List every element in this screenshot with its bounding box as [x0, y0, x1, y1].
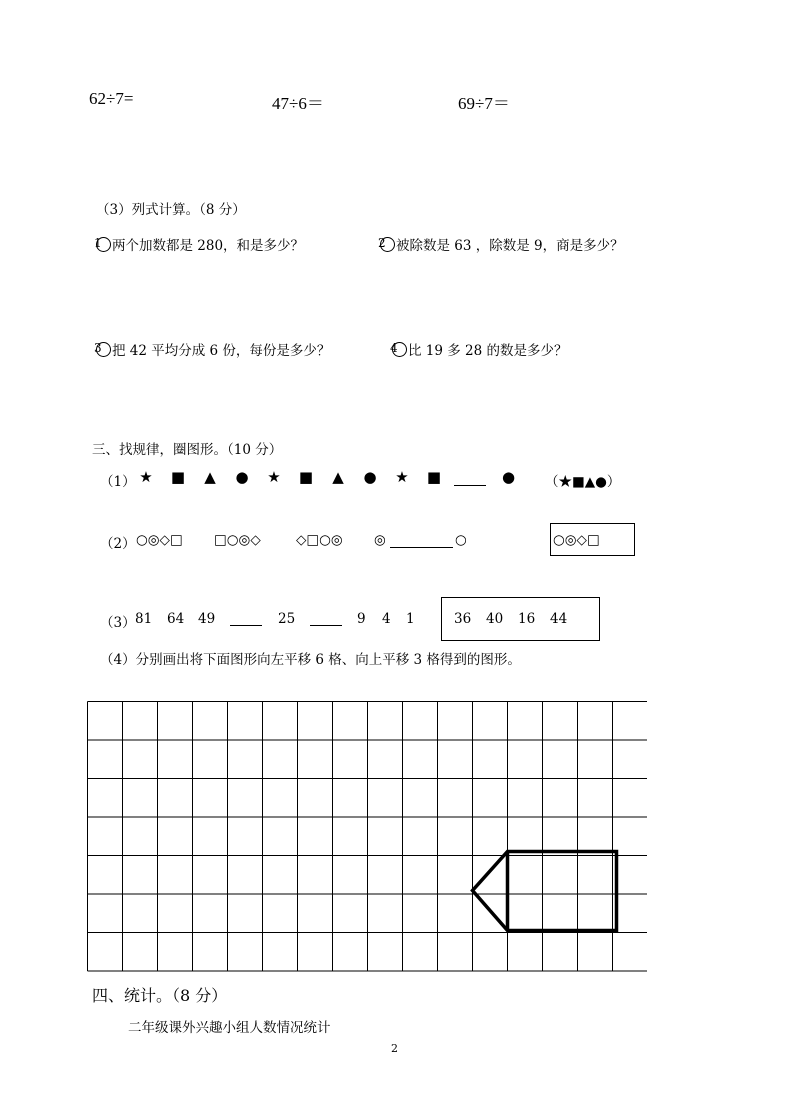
q2-options-box [550, 523, 635, 556]
word-problem-2: 2 被除数是 63 ，除数是 9，商是多少？ [378, 236, 624, 254]
section3-title: （3）列式计算。（8 分） [96, 202, 246, 218]
q3-option: 40 [486, 611, 504, 627]
word-problem-1: 1 两个加数都是 280，和是多少？ [94, 236, 305, 254]
page-number: 2 [391, 1042, 398, 1055]
q3-number: 4 [382, 611, 391, 627]
q3-number: 25 [278, 611, 296, 627]
division-problem-1: 62÷7= [89, 89, 134, 108]
q3-number: 9 [357, 611, 366, 627]
q2-answer-blank[interactable] [390, 547, 453, 548]
q2-group-4: ◎ [374, 532, 386, 548]
q1-label: （1） [100, 474, 136, 490]
word-problem-4: 4 比 19 多 28 的数是多少？ [390, 341, 568, 359]
q2-group-1: ○◎◇□ [136, 532, 183, 548]
triangle-icon: ▲ [204, 468, 216, 486]
q2-options: ○◎◇□ [553, 532, 600, 548]
q2-group-2: □○◎◇ [214, 532, 261, 548]
q3-answer-blank-2[interactable] [310, 625, 342, 626]
q3-answer-blank-1[interactable] [230, 625, 262, 626]
division-problem-2: 47÷6＝ [272, 94, 324, 113]
part3-title: 三、找规律，圈图形。（10 分） [92, 442, 283, 458]
star-icon: ★ [395, 468, 409, 486]
triangle-icon: ▲ [332, 468, 344, 486]
q2-group-3: ◇□○◎ [296, 532, 343, 548]
circled-number: 1 [96, 237, 111, 252]
circled-number: 2 [380, 237, 395, 252]
q3-number: 1 [406, 611, 415, 627]
grid-svg [87, 701, 647, 972]
q3-options-box [441, 597, 600, 641]
q3-number: 81 [135, 611, 153, 627]
house-shape [473, 852, 617, 931]
word-problem-3: 3 把 42 平均分成 6 份，每份是多少？ [94, 341, 331, 359]
q3-label: （3） [100, 615, 136, 631]
circled-number: 3 [96, 342, 111, 357]
q3-number: 64 [167, 611, 185, 627]
part4-subtitle: 二年级课外兴趣小组人数情况统计 [128, 1020, 331, 1036]
q3-number: 49 [198, 611, 216, 627]
circle-icon: ● [502, 468, 516, 486]
q1-symbol-sequence [130, 468, 450, 486]
q3-option: 44 [550, 611, 568, 627]
translation-grid[interactable] [87, 701, 647, 972]
q1-answer-blank[interactable] [454, 485, 486, 486]
q2-after-blank: ○ [455, 532, 467, 548]
circled-number: 4 [392, 342, 407, 357]
circle-icon: ● [235, 468, 249, 486]
q3-option: 36 [454, 611, 472, 627]
q2-label: （2） [100, 536, 136, 552]
square-icon: ■ [298, 468, 314, 486]
q3-option: 16 [518, 611, 536, 627]
q4-instruction: （4）分别画出将下面图形向左平移 6 格、向上平移 3 格得到的图形。 [100, 652, 521, 668]
circle-icon: ● [363, 468, 377, 486]
division-problem-3: 69÷7＝ [458, 94, 510, 113]
q1-options: （★■▲●） [545, 474, 621, 490]
star-icon: ★ [267, 468, 281, 486]
star-icon: ★ [139, 468, 153, 486]
part4-title: 四、统计。（8 分） [92, 986, 228, 1005]
square-icon: ■ [170, 468, 186, 486]
square-icon: ■ [426, 468, 442, 486]
